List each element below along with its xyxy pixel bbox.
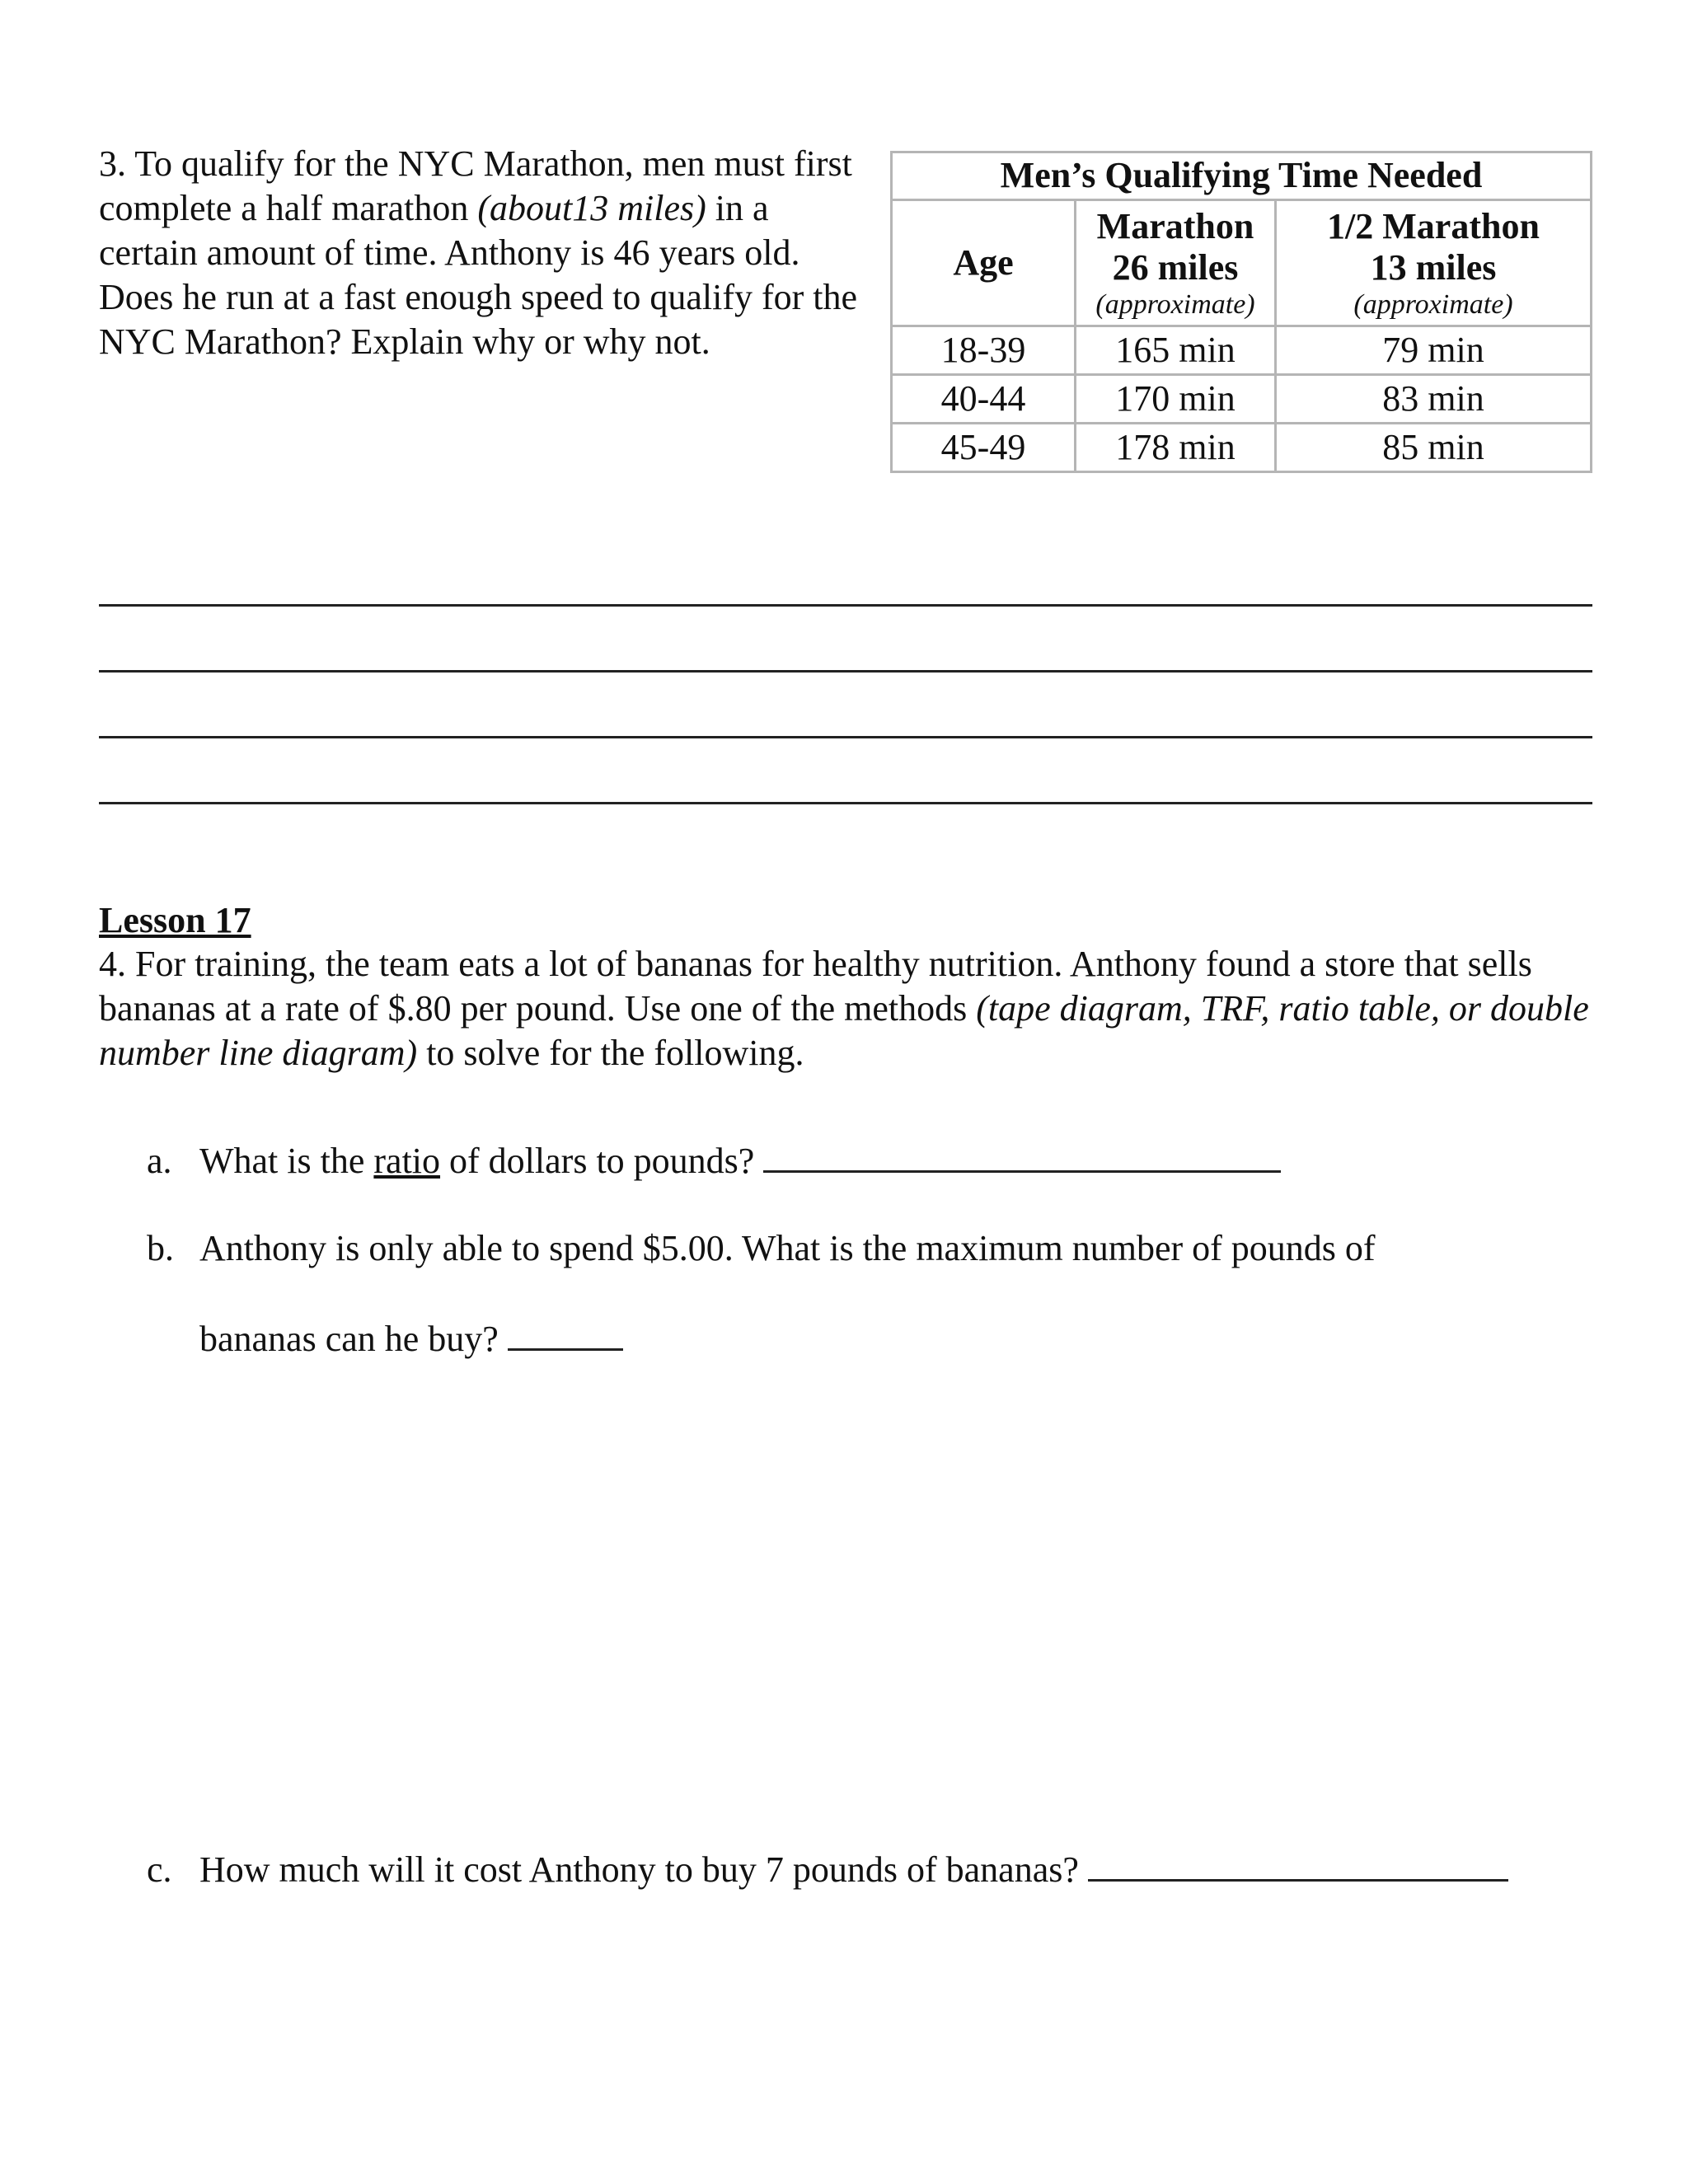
question-4a-underlined-word: ratio: [373, 1141, 441, 1181]
question-4-italic-methods: (tape diagram, TRF, ratio table, or double number line diagram): [99, 988, 1589, 1073]
question-4b: [147, 1226, 1376, 1271]
question-4a: [147, 1137, 1281, 1183]
answer-line[interactable]: [99, 802, 1592, 804]
half-marathon-header-name: 1/2 Marathon: [1327, 205, 1540, 246]
question-4a-text-end: of dollars to pounds?: [440, 1141, 764, 1181]
question-3-text-end: in a certain amount of time. Anthony is 46 years old. Does he run at a fast enough speed to qualify for the NYC Marathon? Explain why or why not.: [99, 188, 858, 362]
answer-line[interactable]: [99, 670, 1592, 673]
question-4a-letter: a.: [147, 1141, 172, 1181]
half-marathon-header-note: (approximate): [1353, 288, 1513, 320]
table-cell-half: 79 min: [1276, 326, 1592, 375]
question-3-italic-note: (about13 miles): [477, 188, 706, 228]
table-cell-age: 18-39: [892, 326, 1076, 375]
qualifying-time-table: [890, 151, 1592, 473]
question-4b-text-line2: bananas can he buy?: [199, 1319, 508, 1359]
marathon-header-name: Marathon: [1096, 205, 1254, 246]
table-cell-marathon: 165 min: [1076, 326, 1276, 375]
lesson-heading: Lesson 17: [99, 900, 251, 940]
question-4b-letter: b.: [147, 1228, 174, 1268]
question-3-text: [99, 142, 865, 364]
table-cell-marathon: 178 min: [1076, 424, 1276, 472]
half-marathon-header-distance: 13 miles: [1370, 247, 1497, 288]
table-header-age: Age: [892, 200, 1076, 326]
table-row: [892, 375, 1592, 424]
marathon-header-note: (approximate): [1095, 288, 1255, 320]
table-cell-half: 85 min: [1276, 424, 1592, 472]
question-4c-answer-blank[interactable]: [1088, 1846, 1508, 1882]
table-header-half-marathon: [1276, 200, 1592, 326]
answer-line[interactable]: [99, 604, 1592, 607]
table-header-marathon: [1076, 200, 1276, 326]
question-3-text-start: 3. To qualify for the NYC Marathon, men must first complete a half marathon: [99, 143, 852, 228]
marathon-header-distance: 26 miles: [1112, 247, 1239, 288]
table-row: [892, 326, 1592, 375]
question-4a-text-start: What is the: [199, 1141, 374, 1181]
question-4c-letter: c.: [147, 1849, 172, 1890]
question-4c: [147, 1846, 1508, 1892]
table-cell-marathon: 170 min: [1076, 375, 1276, 424]
table-cell-age: 45-49: [892, 424, 1076, 472]
question-4b-answer-blank[interactable]: [508, 1315, 623, 1351]
table-caption: Men’s Qualifying Time Needed: [892, 152, 1592, 200]
question-4-text: [99, 942, 1599, 1076]
table-cell-age: 40-44: [892, 375, 1076, 424]
table-cell-half: 83 min: [1276, 375, 1592, 424]
question-4-text-start: 4. For training, the team eats a lot of bananas for healthy nutrition. Anthony found a store that sells bananas at a rate of $.80 per pound. Use one of the methods: [99, 944, 1532, 1029]
question-4b-text-line1: Anthony is only able to spend $5.00. What is the maximum number of pounds of: [199, 1228, 1376, 1268]
question-4b-continued: [199, 1315, 623, 1361]
question-4a-answer-blank[interactable]: [763, 1137, 1281, 1173]
question-4-text-end: to solve for the following.: [417, 1033, 804, 1073]
question-4c-text: How much will it cost Anthony to buy 7 pounds of bananas?: [199, 1849, 1088, 1890]
answer-line[interactable]: [99, 736, 1592, 738]
table-row: [892, 424, 1592, 472]
